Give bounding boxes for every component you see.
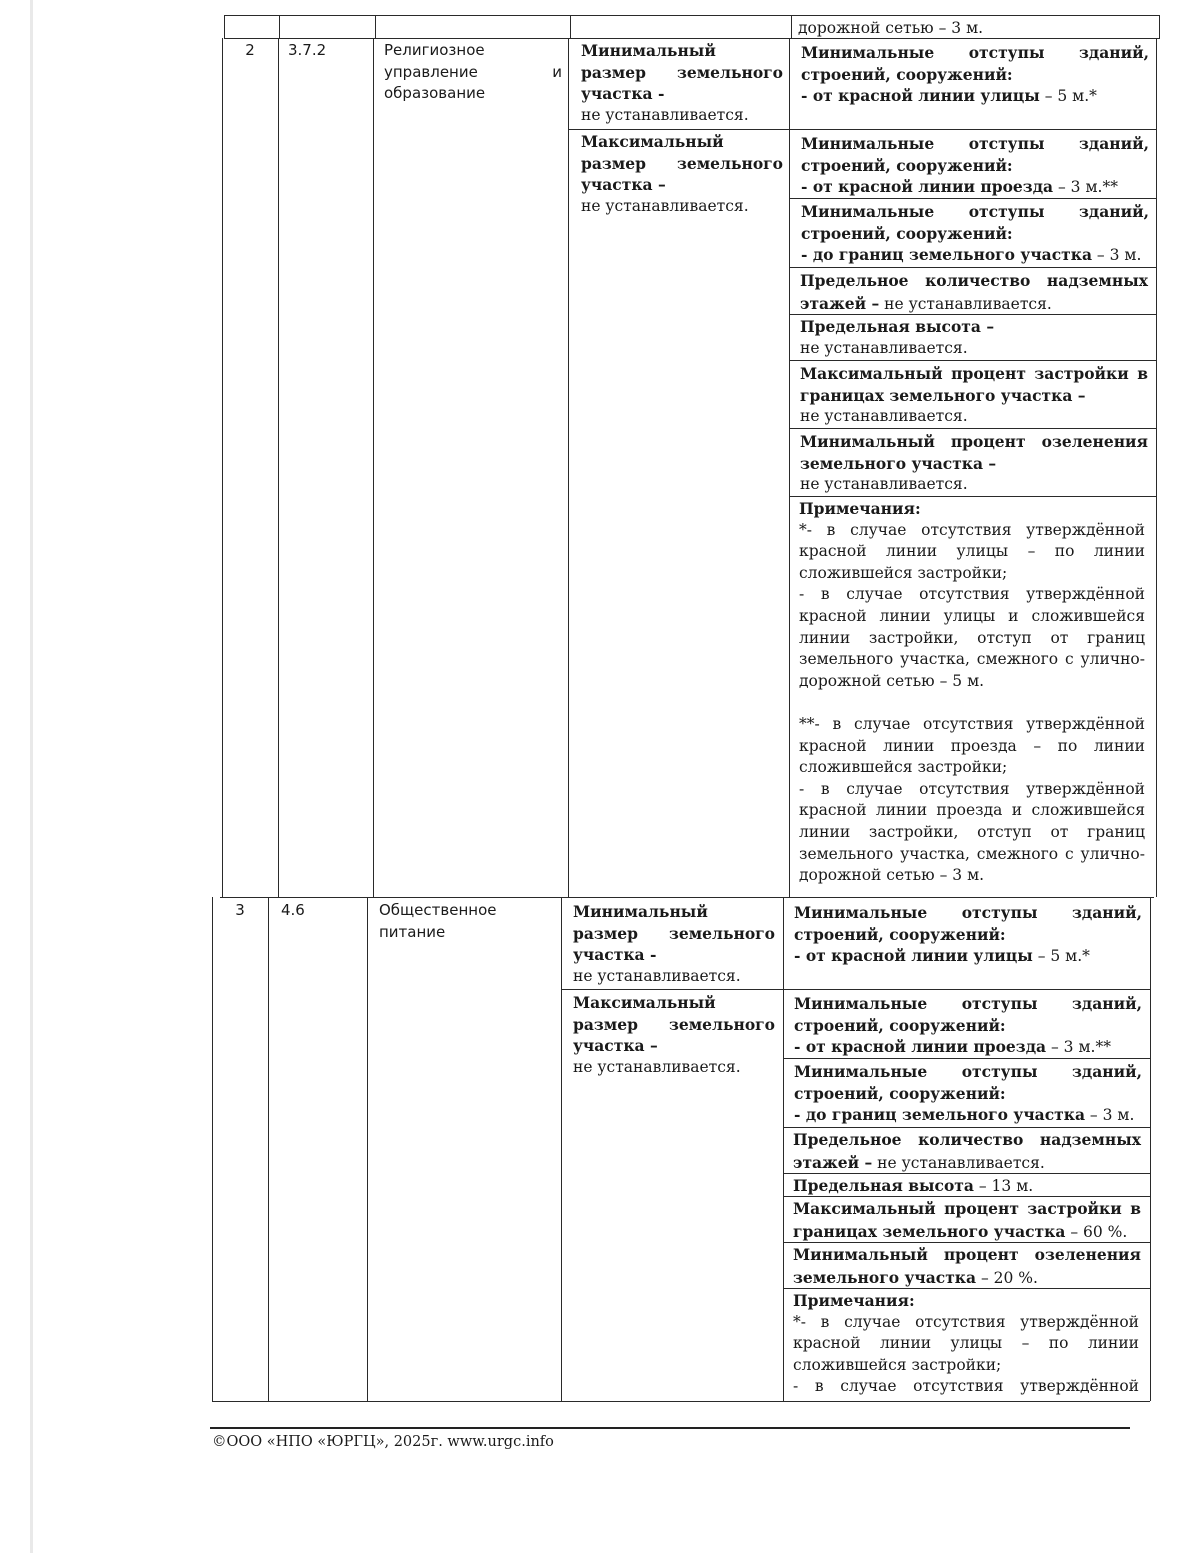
vri-name: Общественное питание bbox=[379, 901, 497, 941]
param-setback-street: Минимальные отступы зданий, строений, сооружений: - от красной линии улицы – 5 м.* bbox=[801, 43, 1149, 106]
param-floors: Предельное количество надземных этажей – не устанавливается. bbox=[793, 1130, 1141, 1172]
param-setback-boundary: Минимальные отступы зданий, строений, сооружений: - до границ земельного участка – 3 м. bbox=[801, 202, 1149, 265]
param-setback-street: Минимальные отступы зданий, строений, сооружений: - от красной линии улицы – 5 м.* bbox=[794, 903, 1142, 966]
param-greening: Минимальный процент озеленения земельного участка – не устанавливается. bbox=[800, 432, 1148, 494]
max-plot-size: Максимальный размер земельного участка – не устанавливается. bbox=[573, 993, 775, 1076]
param-setback-driveway: Минимальные отступы зданий, строений, сооружений: - от красной линии проезда – 3 м.** bbox=[801, 134, 1149, 197]
footer-copyright: ©ООО «НПО «ЮРГЦ», 2025г. www.urgc.info bbox=[212, 1434, 554, 1450]
carryover-text: дорожной сетью – 3 м. bbox=[798, 19, 984, 37]
row-number: 2 bbox=[245, 41, 255, 59]
param-height: Предельная высота – 13 м. bbox=[793, 1176, 1034, 1195]
param-floors: Предельное количество надземных этажей – не устанавливается. bbox=[800, 271, 1148, 313]
vri-code: 4.6 bbox=[281, 901, 305, 919]
param-greening: Минимальный процент озеленения земельного участка – 20 %. bbox=[793, 1245, 1141, 1287]
notes: Примечания: *- в случае отсутствия утверждённой красной линии улицы – по линии сложившейся застройки; - в случае отсутствия утверждённой красной линии улицы и сложившейся линии застройки, отступ от границ земельного участка, смежного с улично-дорожной сетью – 5 м. **- в случае отсутствия утверждённой красной линии проезда – по линии сложившейся застройки; - в случае отсутствия утверждённой красной линии проезда и сложившейся линии застройки, отступ от границ земельного участка, смежного с улично-дорожной сетью – 3 м. bbox=[799, 499, 1145, 885]
param-coverage: Максимальный процент застройки в границах земельного участка – 60 %. bbox=[793, 1199, 1141, 1241]
vri-code: 3.7.2 bbox=[288, 41, 327, 59]
scan-edge bbox=[30, 0, 33, 1553]
notes: Примечания: *- в случае отсутствия утверждённой красной линии улицы – по линии сложившейся застройки; - в случае отсутствия утверждённой bbox=[793, 1291, 1139, 1396]
param-setback-driveway: Минимальные отступы зданий, строений, сооружений: - от красной линии проезда – 3 м.** bbox=[794, 994, 1142, 1057]
min-plot-size: Минимальный размер земельного участка - не устанавливается. bbox=[581, 41, 783, 124]
max-plot-size: Максимальный размер земельного участка – не устанавливается. bbox=[581, 132, 783, 215]
param-setback-boundary: Минимальные отступы зданий, строений, сооружений: - до границ земельного участка – 3 м. bbox=[794, 1062, 1142, 1125]
row-number: 3 bbox=[235, 901, 245, 919]
param-height: Предельная высота – не устанавливается. bbox=[800, 317, 995, 357]
footer-divider bbox=[210, 1427, 1130, 1429]
min-plot-size: Минимальный размер земельного участка - не устанавливается. bbox=[573, 902, 775, 985]
vri-name: Религиозное управление и образование bbox=[384, 41, 562, 103]
param-coverage: Максимальный процент застройки в границах земельного участка – не устанавливается. bbox=[800, 364, 1148, 426]
